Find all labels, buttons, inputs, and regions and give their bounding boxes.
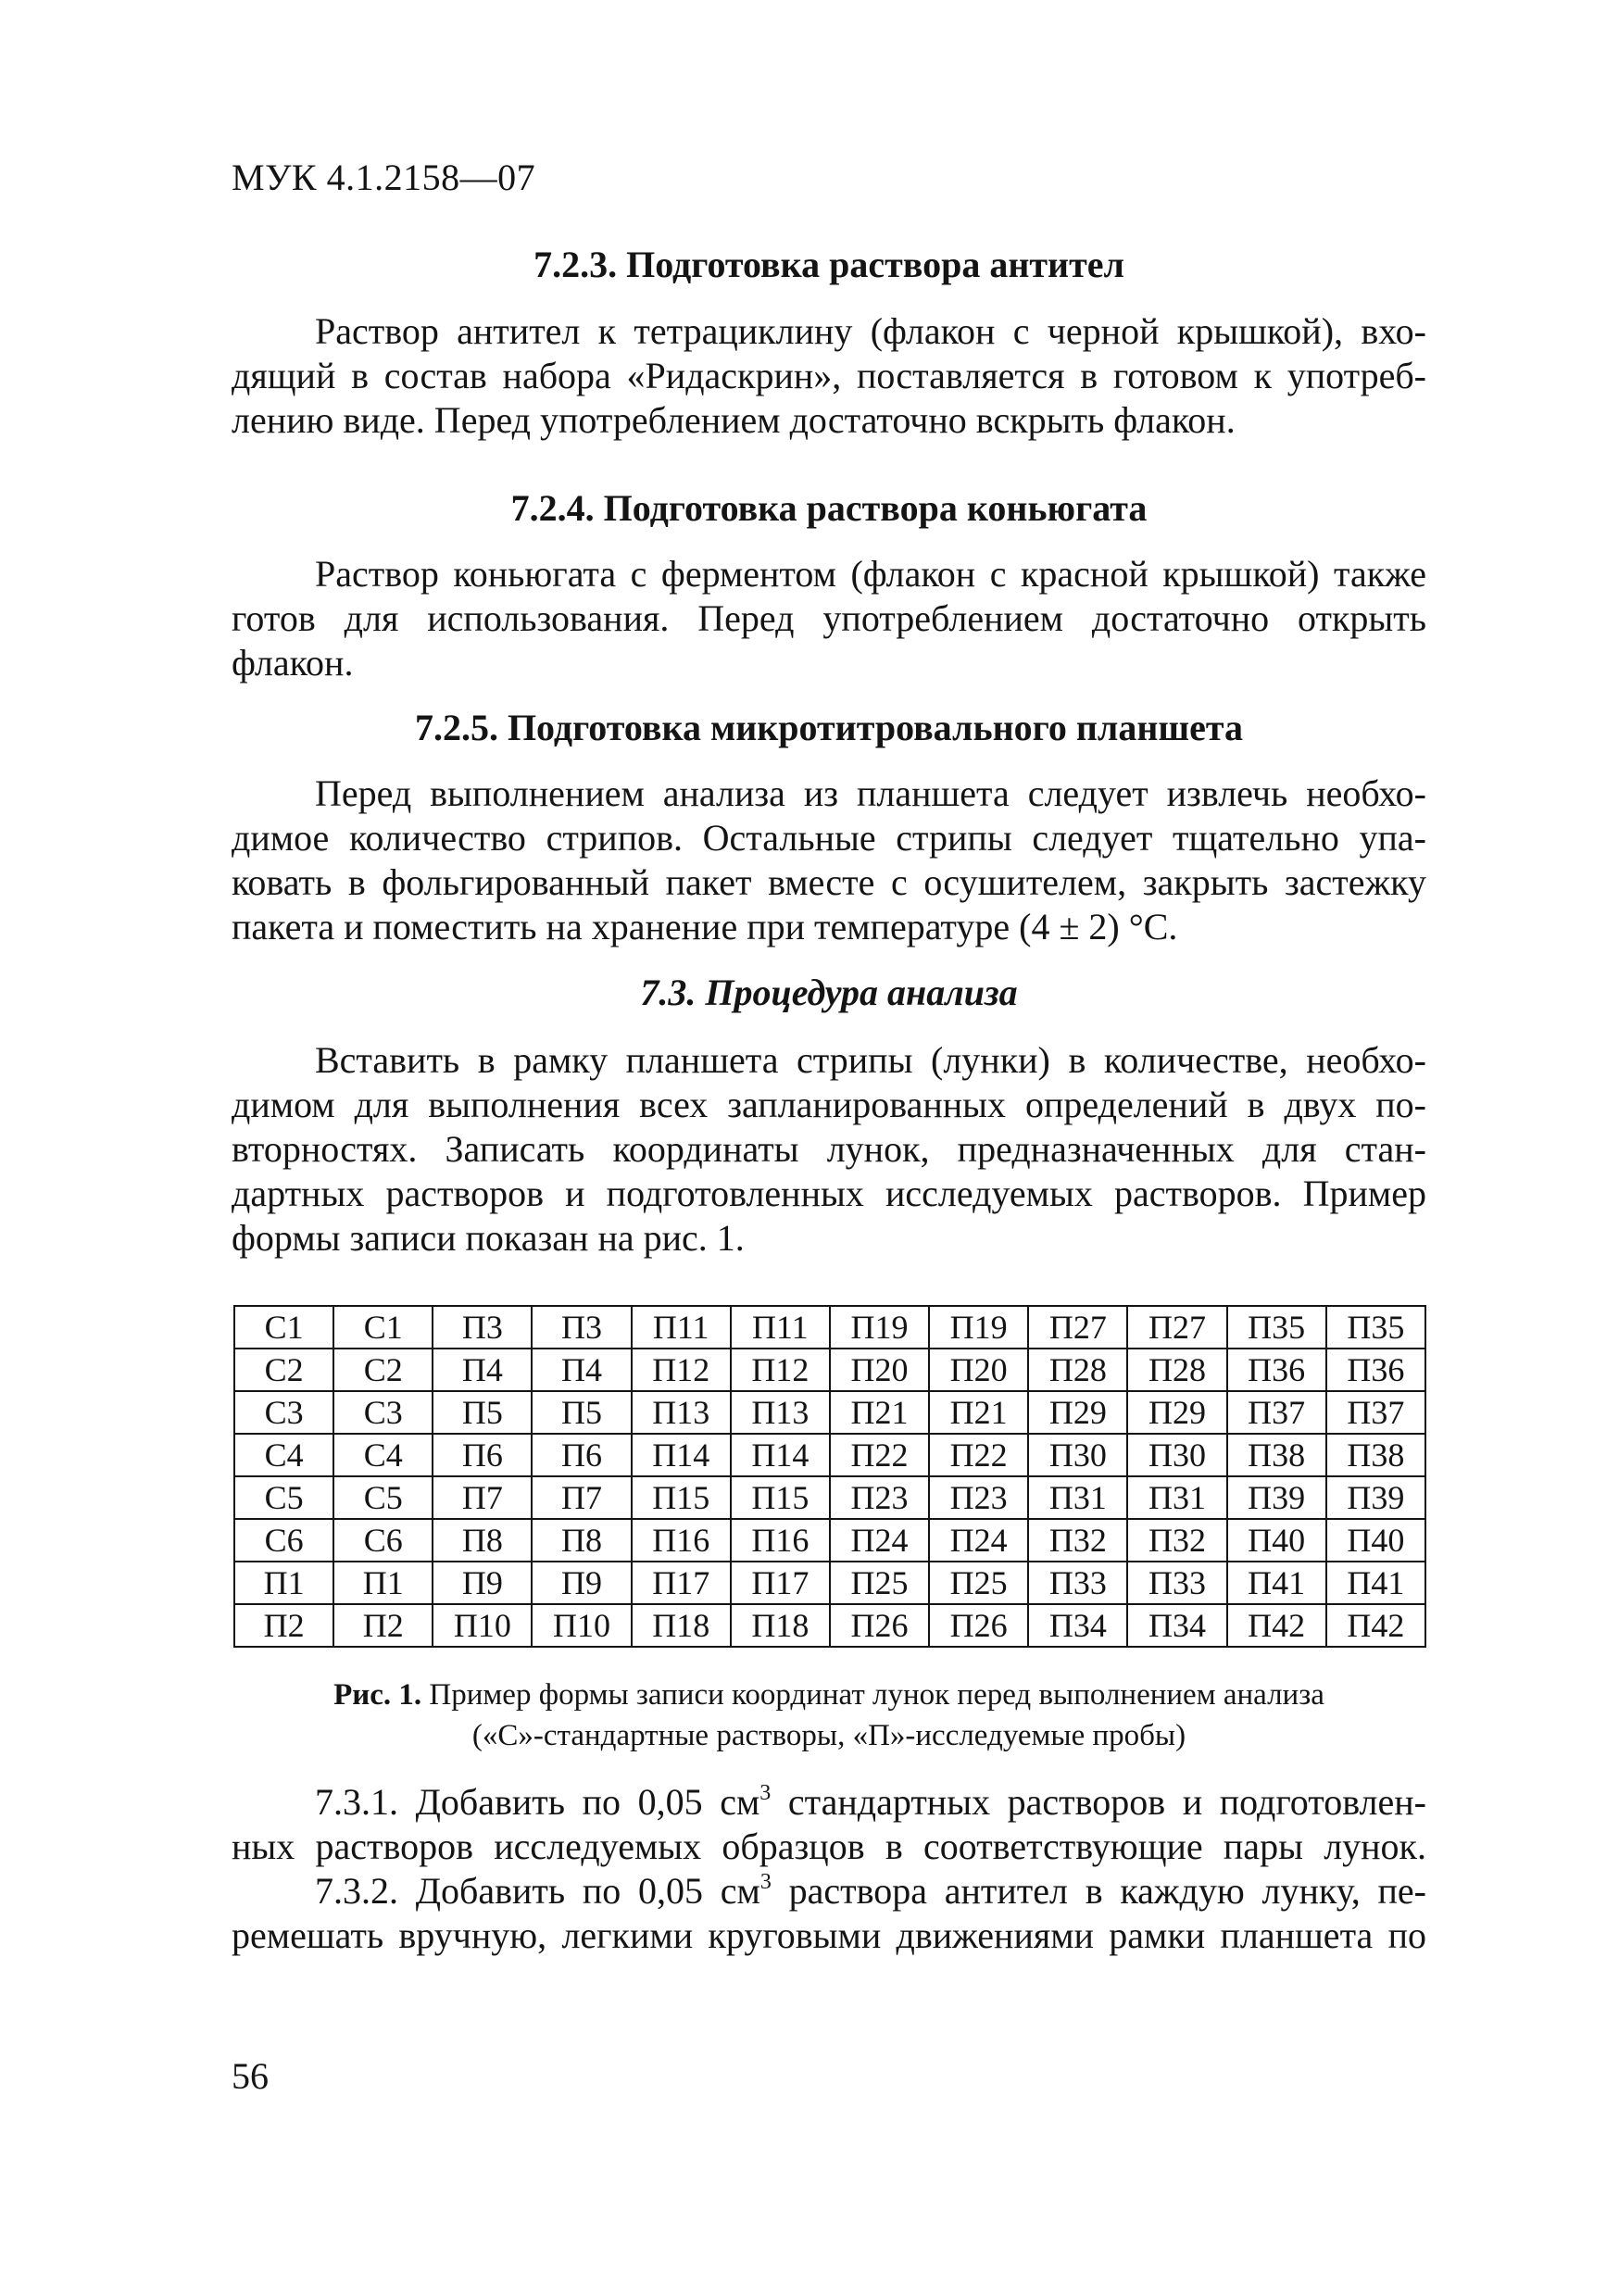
table-cell: П22	[830, 1434, 929, 1476]
table-cell: П20	[929, 1349, 1028, 1391]
table-row	[234, 1306, 1425, 1349]
table-cell: П12	[632, 1349, 731, 1391]
table-cell: П40	[1326, 1519, 1425, 1562]
table-cell: П6	[433, 1434, 532, 1476]
table-cell: П35	[1326, 1306, 1425, 1349]
table-cell: П3	[532, 1306, 631, 1349]
table-cell: С3	[333, 1391, 433, 1434]
paragraph-7-2-3	[232, 309, 1426, 443]
table-cell: П16	[731, 1519, 830, 1562]
table-cell: П42	[1326, 1604, 1425, 1647]
step-7-3-1-line-1	[232, 1780, 1426, 1825]
table-cell: П13	[632, 1391, 731, 1434]
table-cell: П4	[532, 1349, 631, 1391]
table-cell: С6	[234, 1519, 333, 1562]
table-cell: С5	[333, 1476, 433, 1519]
table-cell: П32	[1127, 1519, 1226, 1562]
table-cell: П3	[433, 1306, 532, 1349]
table-cell: П1	[234, 1562, 333, 1604]
text-line: ковать в фольгированный пакет вместе с осушителем, закрыть застежку	[232, 861, 1426, 903]
table-row	[234, 1349, 1425, 1391]
caption-line-2: («С»-стандартные растворы, «П»-исследуемые пробы)	[471, 1719, 1186, 1752]
table-cell: П41	[1227, 1562, 1326, 1604]
table-cell: П13	[731, 1391, 830, 1434]
table-row	[234, 1604, 1425, 1647]
table-cell: П8	[433, 1519, 532, 1562]
table-cell: П31	[1028, 1476, 1127, 1519]
table-cell: П11	[632, 1306, 731, 1349]
table-cell: П2	[333, 1604, 433, 1647]
table-cell: П42	[1227, 1604, 1326, 1647]
caption-text: Пример формы записи координат лунок перед выполнением анализа	[421, 1678, 1324, 1712]
table-cell: П4	[433, 1349, 532, 1391]
table-row	[234, 1391, 1425, 1434]
table-cell: П37	[1326, 1391, 1425, 1434]
table-cell: П38	[1326, 1434, 1425, 1476]
caption-line-1	[232, 1675, 1426, 1715]
text-line: димое количество стрипов. Остальные стрипы следует тщательно упа-	[232, 817, 1426, 859]
step-text: стандартных растворов и подготовлен-	[771, 1781, 1426, 1823]
text-line: флакон.	[232, 642, 354, 684]
table-cell: П5	[532, 1391, 631, 1434]
text-line: пакета и поместить на хранение при температуре (4 ± 2) °С.	[232, 906, 1178, 947]
table-cell: П39	[1227, 1476, 1326, 1519]
superscript: 3	[759, 1870, 772, 1894]
table-cell: С2	[333, 1349, 433, 1391]
table-cell: П7	[532, 1476, 631, 1519]
table-cell: П15	[731, 1476, 830, 1519]
table-cell: П24	[830, 1519, 929, 1562]
table-cell: П8	[532, 1519, 631, 1562]
table-cell: П7	[433, 1476, 532, 1519]
table-cell: П21	[830, 1391, 929, 1434]
table-cell: П29	[1127, 1391, 1226, 1434]
table-cell: П30	[1127, 1434, 1226, 1476]
text-line: Раствор антител к тетрациклину (флакон с черной крышкой), вхо-	[315, 310, 1426, 352]
text-line: Вставить в рамку планшета стрипы (лунки) в количестве, необхо-	[315, 1039, 1426, 1081]
table-cell: П23	[929, 1476, 1028, 1519]
table-cell: С3	[234, 1391, 333, 1434]
table-cell: С4	[333, 1434, 433, 1476]
table-cell: П35	[1227, 1306, 1326, 1349]
table-cell: П19	[830, 1306, 929, 1349]
step-7-3-2-line-2: ремешать вручную, легкими круговыми движениями рамки планшета по	[232, 1914, 1426, 1956]
paragraph-7-3	[232, 1038, 1426, 1261]
page-number: 56	[232, 2055, 269, 2097]
table-cell: П12	[731, 1349, 830, 1391]
table-cell: П20	[830, 1349, 929, 1391]
text-line: дартных растворов и подготовленных исследуемых растворов. Пример	[232, 1173, 1426, 1214]
superscript: 3	[759, 1781, 772, 1805]
table-cell: П10	[532, 1604, 631, 1647]
table-cell: С4	[234, 1434, 333, 1476]
table-cell: П22	[929, 1434, 1028, 1476]
table-cell: П21	[929, 1391, 1028, 1434]
table-cell: П30	[1028, 1434, 1127, 1476]
text-line: Раствор коньюгата с ферментом (флакон с красной крышкой) также	[315, 553, 1426, 595]
table-cell: П9	[433, 1562, 532, 1604]
plate-layout-table	[233, 1305, 1426, 1648]
table-cell: П5	[433, 1391, 532, 1434]
table-cell: П1	[333, 1562, 433, 1604]
table-cell: П25	[830, 1562, 929, 1604]
table-cell: П18	[731, 1604, 830, 1647]
table-cell: П23	[830, 1476, 929, 1519]
table-cell: С2	[234, 1349, 333, 1391]
table-cell: П36	[1326, 1349, 1425, 1391]
table-row	[234, 1562, 1425, 1604]
table-cell: П25	[929, 1562, 1028, 1604]
table-cell: П33	[1127, 1562, 1226, 1604]
table-cell: П19	[929, 1306, 1028, 1349]
table-cell: П37	[1227, 1391, 1326, 1434]
table-row	[234, 1434, 1425, 1476]
table-cell: П6	[532, 1434, 631, 1476]
table-cell: П31	[1127, 1476, 1226, 1519]
table-cell: П38	[1227, 1434, 1326, 1476]
table-cell: П41	[1326, 1562, 1425, 1604]
table-row	[234, 1519, 1425, 1562]
text-line: формы записи показан на рис. 1.	[232, 1217, 745, 1259]
table-cell: П14	[731, 1434, 830, 1476]
table-cell: П32	[1028, 1519, 1127, 1562]
step-text: раствора антител в каждую лунку, пе-	[771, 1870, 1426, 1912]
table-cell: П24	[929, 1519, 1028, 1562]
steps-block	[232, 1780, 1426, 1958]
step-7-3-1-line-2: ных растворов исследуемых образцов в соответствующие пары лунок.	[232, 1826, 1426, 1867]
table-cell: П10	[433, 1604, 532, 1647]
table-cell: П40	[1227, 1519, 1326, 1562]
table-cell: П9	[532, 1562, 631, 1604]
caption-label: Рис. 1.	[333, 1678, 422, 1712]
table-cell: П39	[1326, 1476, 1425, 1519]
table-cell: П27	[1028, 1306, 1127, 1349]
table-cell: П29	[1028, 1391, 1127, 1434]
table-cell: С6	[333, 1519, 433, 1562]
text-line: димом для выполнения всех запланированных определений в двух по-	[232, 1084, 1426, 1125]
step-text: 7.3.1. Добавить по 0,05 см	[315, 1781, 760, 1823]
table-cell: П26	[830, 1604, 929, 1647]
table-cell: П14	[632, 1434, 731, 1476]
table-cell: П28	[1028, 1349, 1127, 1391]
text-line: дящий в состав набора «Ридаскрин», поставляется в готовом к употреб-	[232, 355, 1426, 396]
section-title-7-2-4: 7.2.4. Подготовка раствора коньюгата	[510, 487, 1148, 529]
paragraph-7-2-4	[232, 552, 1426, 685]
text-line: лению виде. Перед употреблением достаточно вскрыть флакон.	[232, 399, 1236, 441]
section-title-7-2-3: 7.2.3. Подготовка раствора антител	[533, 244, 1124, 285]
table-cell: П34	[1028, 1604, 1127, 1647]
section-title-7-3: 7.3. Процедура анализа	[640, 972, 1018, 1013]
figure-caption	[232, 1675, 1426, 1756]
table-cell: С1	[234, 1306, 333, 1349]
step-text: 7.3.2. Добавить по 0,05 см	[315, 1870, 760, 1912]
table-cell: П17	[731, 1562, 830, 1604]
document-code: МУК 4.1.2158—07	[232, 157, 536, 198]
table-cell: П18	[632, 1604, 731, 1647]
table-row	[234, 1476, 1425, 1519]
paragraph-7-2-5	[232, 772, 1426, 949]
step-7-3-2-line-1	[232, 1869, 1426, 1913]
table-cell: П16	[632, 1519, 731, 1562]
table-cell: П36	[1227, 1349, 1326, 1391]
table-cell: П17	[632, 1562, 731, 1604]
table-cell: П28	[1127, 1349, 1226, 1391]
table-cell: П15	[632, 1476, 731, 1519]
table-cell: П26	[929, 1604, 1028, 1647]
table-cell: С5	[234, 1476, 333, 1519]
table-cell: П33	[1028, 1562, 1127, 1604]
text-line: готов для использования. Перед употреблением достаточно открыть	[232, 597, 1426, 639]
table-cell: П34	[1127, 1604, 1226, 1647]
text-line: Перед выполнением анализа из планшета следует извлечь необхо-	[315, 772, 1426, 814]
section-title-7-2-5: 7.2.5. Подготовка микротитровального планшета	[414, 707, 1244, 748]
table-cell: П2	[234, 1604, 333, 1647]
table-cell: П27	[1127, 1306, 1226, 1349]
table-cell: П11	[731, 1306, 830, 1349]
table-cell: С1	[333, 1306, 433, 1349]
text-line: вторностях. Записать координаты лунок, предназначенных для стан-	[232, 1128, 1426, 1170]
